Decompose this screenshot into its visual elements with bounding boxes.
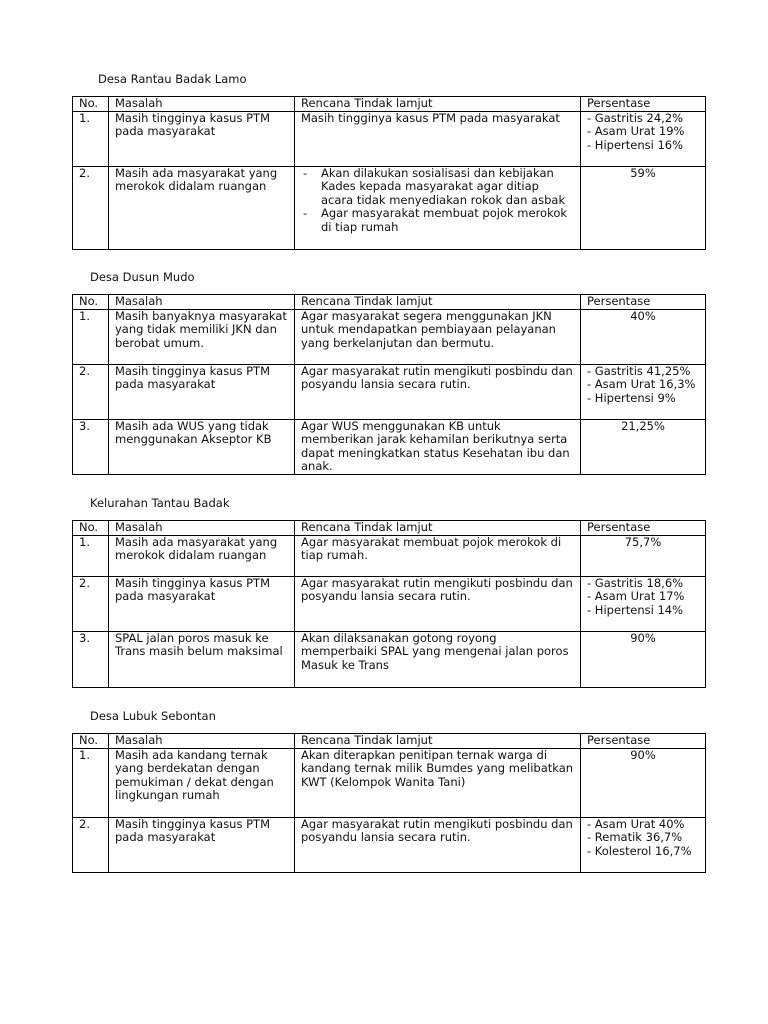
- row-no: 1.: [73, 748, 109, 817]
- row-no: 3.: [73, 419, 109, 474]
- persentase-item: - Asam Urat 17%: [587, 589, 685, 604]
- section-title: Desa Lubuk Sebontan: [90, 709, 216, 723]
- table-tantau-badak: [72, 520, 706, 688]
- header-persentase: Persentase: [581, 97, 706, 112]
- table-header-row: [73, 295, 706, 310]
- row-persentase: 40%: [581, 309, 706, 364]
- table-rantau-badak-lamo: [72, 96, 706, 250]
- section-title: Desa Rantau Badak Lamo: [98, 72, 247, 86]
- table-lubuk-sebontan: [72, 733, 706, 873]
- persentase-item: - Gastritis 41,25%: [587, 363, 691, 378]
- row-persentase: [581, 364, 706, 419]
- table-header-row: [73, 97, 706, 112]
- row-masalah: Masih ada masyarakat yang merokok didalam ruangan: [109, 535, 295, 576]
- row-masalah: Masih banyaknya masyarakat yang tidak memiliki JKN dan berobat umum.: [109, 309, 295, 364]
- header-masalah: Masalah: [109, 97, 295, 112]
- persentase-item: - Asam Urat 16,3%: [587, 377, 696, 392]
- rencana-item: - Akan dilakukan sosialisasi dan kebijakan Kades kepada masyarakat agar ditiap acara tidak menyediakan rokok dan asbak: [321, 167, 574, 208]
- table-row: [73, 817, 706, 872]
- row-persentase: [581, 817, 706, 872]
- row-rencana: Agar masyarakat segera menggunakan JKN untuk mendapatkan pembiayaan pelayanan yang berkelanjutan dan bermutu.: [295, 309, 581, 364]
- row-rencana: Agar masyarakat rutin mengikuti posbindu dan posyandu lansia secara rutin.: [295, 817, 581, 872]
- table-header-row: [73, 521, 706, 536]
- table-row: [73, 111, 706, 166]
- row-masalah: Masih tingginya kasus PTM pada masyarakat: [109, 111, 295, 166]
- header-rencana: Rencana Tindak lamjut: [295, 295, 581, 310]
- header-rencana: Rencana Tindak lamjut: [295, 734, 581, 749]
- header-no: No.: [73, 295, 109, 310]
- persentase-item: - Hipertensi 16%: [587, 137, 684, 152]
- row-masalah: Masih ada WUS yang tidak menggunakan Akseptor KB: [109, 419, 295, 474]
- persentase-item: - Rematik 36,7%: [587, 830, 683, 845]
- row-rencana: [295, 166, 581, 249]
- row-masalah: SPAL jalan poros masuk ke Trans masih belum maksimal: [109, 631, 295, 687]
- table-row: [73, 576, 706, 631]
- row-no: 2.: [73, 166, 109, 249]
- row-no: 1.: [73, 309, 109, 364]
- table-row: [73, 364, 706, 419]
- header-persentase: Persentase: [581, 521, 706, 536]
- header-no: No.: [73, 734, 109, 749]
- row-masalah: Masih ada kandang ternak yang berdekatan dengan pemukiman / dekat dengan lingkungan rumah: [109, 748, 295, 817]
- header-rencana: Rencana Tindak lamjut: [295, 521, 581, 536]
- row-no: 2.: [73, 817, 109, 872]
- section-title: Desa Dusun Mudo: [90, 270, 195, 284]
- row-rencana: Akan dilaksanakan gotong royong memperbaiki SPAL yang mengenai jalan poros Masuk ke Trans: [295, 631, 581, 687]
- row-no: 3.: [73, 631, 109, 687]
- persentase-item: - Asam Urat 19%: [587, 124, 685, 139]
- row-rencana: Agar masyarakat rutin mengikuti posbindu dan posyandu lansia secara rutin.: [295, 364, 581, 419]
- header-no: No.: [73, 521, 109, 536]
- header-masalah: Masalah: [109, 734, 295, 749]
- table-row: [73, 166, 706, 249]
- rencana-item: - Agar masyarakat membuat pojok merokok di tiap rumah: [321, 207, 574, 234]
- header-masalah: Masalah: [109, 521, 295, 536]
- table-row: [73, 631, 706, 687]
- row-rencana: Agar masyarakat rutin mengikuti posbindu dan posyandu lansia secara rutin.: [295, 576, 581, 631]
- table-row: [73, 535, 706, 576]
- section-title: Kelurahan Tantau Badak: [90, 496, 230, 510]
- row-persentase: [581, 111, 706, 166]
- row-persentase: 90%: [581, 631, 706, 687]
- persentase-item: - Hipertensi 9%: [587, 390, 676, 405]
- header-no: No.: [73, 97, 109, 112]
- persentase-item: - Gastritis 24,2%: [587, 110, 684, 125]
- table-row: [73, 309, 706, 364]
- header-persentase: Persentase: [581, 734, 706, 749]
- persentase-item: - Hipertensi 14%: [587, 602, 684, 617]
- persentase-item: - Kolesterol 16,7%: [587, 843, 692, 858]
- row-no: 2.: [73, 576, 109, 631]
- row-masalah: Masih tingginya kasus PTM pada masyarakat: [109, 576, 295, 631]
- table-row: [73, 748, 706, 817]
- persentase-item: - Gastritis 18,6%: [587, 575, 684, 590]
- row-no: 1.: [73, 111, 109, 166]
- row-persentase: 75,7%: [581, 535, 706, 576]
- row-persentase: 59%: [581, 166, 706, 249]
- table-header-row: [73, 734, 706, 749]
- row-persentase: 90%: [581, 748, 706, 817]
- header-rencana: Rencana Tindak lamjut: [295, 97, 581, 112]
- row-persentase: [581, 576, 706, 631]
- row-no: 1.: [73, 535, 109, 576]
- table-row: [73, 419, 706, 474]
- header-masalah: Masalah: [109, 295, 295, 310]
- row-masalah: Masih tingginya kasus PTM pada masyarakat: [109, 364, 295, 419]
- row-rencana: Agar masyarakat membuat pojok merokok di tiap rumah.: [295, 535, 581, 576]
- row-rencana: Agar WUS menggunakan KB untuk memberikan jarak kehamilan berikutnya serta dapat meningkatkan status Kesehatan ibu dan anak.: [295, 419, 581, 474]
- row-masalah: Masih tingginya kasus PTM pada masyarakat: [109, 817, 295, 872]
- row-rencana: Akan diterapkan penitipan ternak warga di kandang ternak milik Bumdes yang melibatkan KWT (Kelompok Wanita Tani): [295, 748, 581, 817]
- row-no: 2.: [73, 364, 109, 419]
- row-masalah: Masih ada masyarakat yang merokok didalam ruangan: [109, 166, 295, 249]
- row-rencana: Masih tingginya kasus PTM pada masyarakat: [295, 111, 581, 166]
- table-dusun-mudo: [72, 294, 706, 475]
- row-persentase: 21,25%: [581, 419, 706, 474]
- header-persentase: Persentase: [581, 295, 706, 310]
- persentase-item: - Asam Urat 40%: [587, 816, 685, 831]
